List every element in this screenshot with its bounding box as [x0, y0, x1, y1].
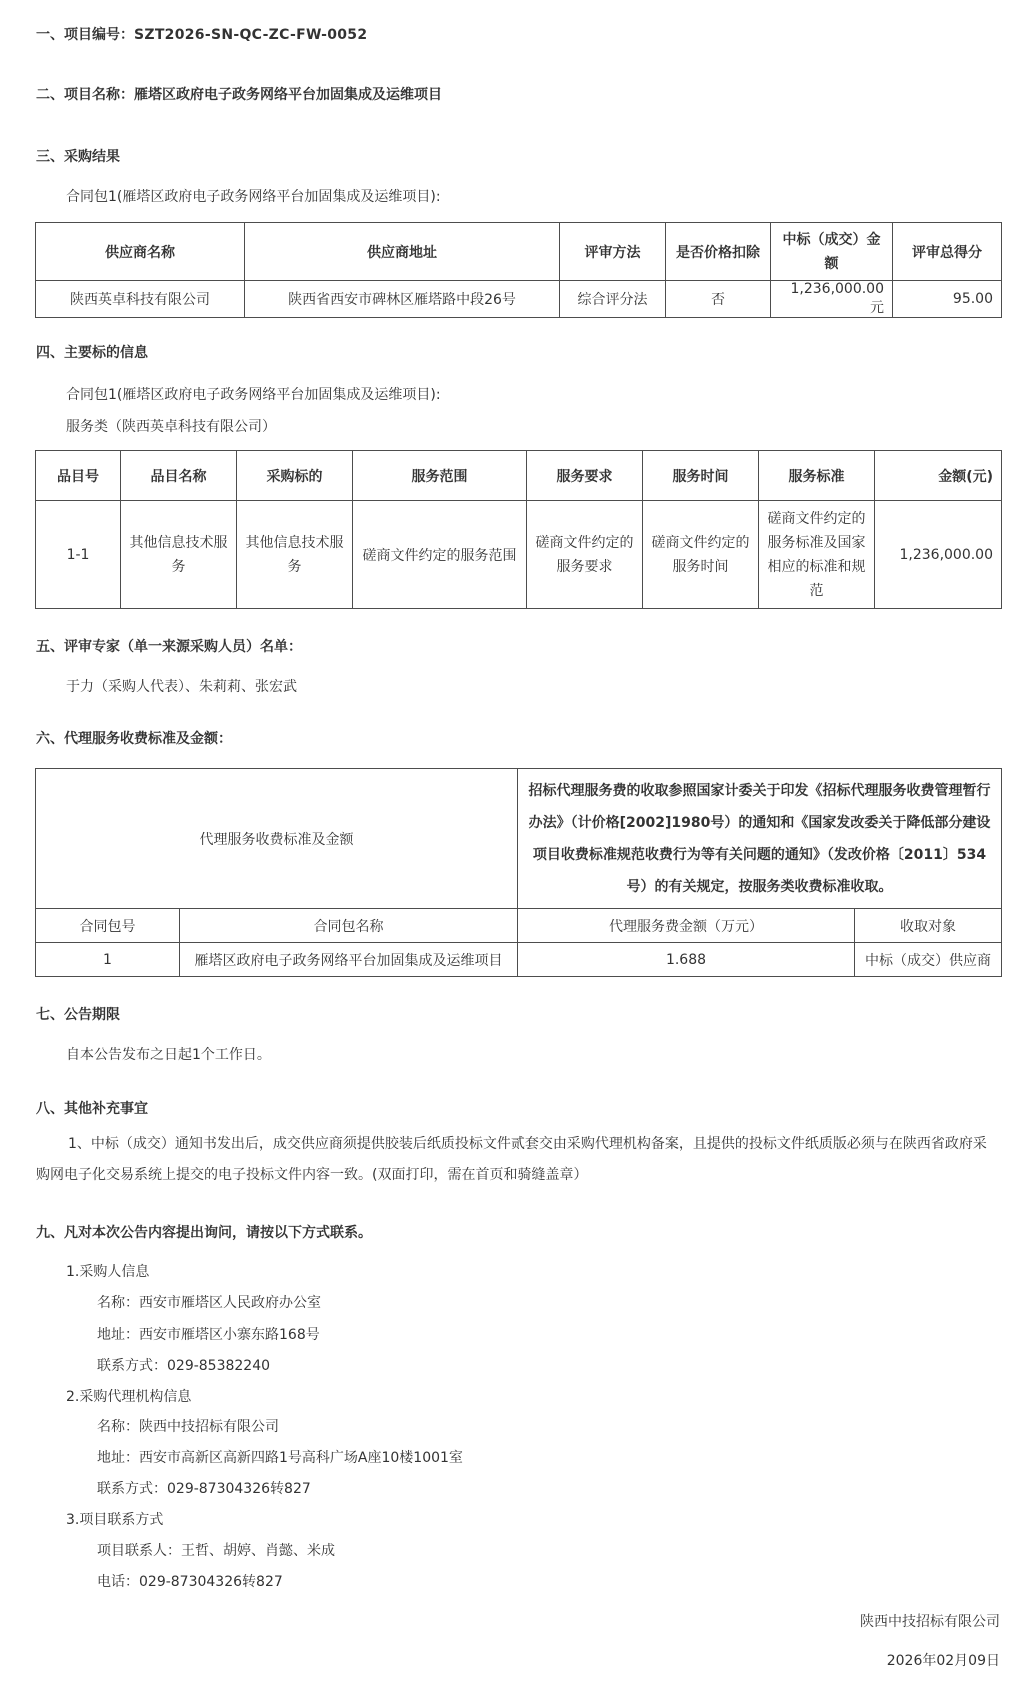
- result-table: [35, 222, 1002, 318]
- signature-org: 陕西中技招标有限公司: [860, 1614, 1000, 1630]
- fee-payer: 中标（成交）供应商: [855, 943, 1002, 977]
- notice-period-text: 自本公告发布之日起1个工作日。: [66, 1047, 271, 1063]
- table-header-row: [36, 909, 1002, 943]
- item-number: 1-1: [36, 501, 121, 609]
- col-header: 品目名称: [121, 451, 237, 501]
- purchaser-address: 地址：西安市雁塔区小寨东路168号: [97, 1327, 320, 1343]
- item-name: 其他信息技术服务: [121, 501, 237, 609]
- price-deduction: 否: [666, 281, 771, 318]
- service-type: 服务类（陕西英卓科技有限公司）: [66, 419, 276, 435]
- package-name: 雁塔区政府电子政务网络平台加固集成及运维项目: [180, 943, 518, 977]
- other-matters-text: 1、中标（成交）通知书发出后，成交供应商须提供胶装后纸质投标文件贰套交由采购代理机构备案，且提供的投标文件纸质版必须与在陕西省政府采购网电子化交易系统上提交的电子投标文件内容一致。(双面打印，需在首页和骑缝盖章）: [36, 1136, 987, 1183]
- col-header: 服务范围: [353, 451, 527, 501]
- col-header: 服务标准: [759, 451, 875, 501]
- project-code: SZT2026-SN-QC-ZC-FW-0052: [134, 27, 368, 43]
- table-header-row: [36, 223, 1002, 281]
- contact-phone: 电话：029-87304326转827: [97, 1574, 283, 1590]
- section-other-matters: 八、其他补充事宜: [36, 1101, 148, 1117]
- agency-fee-amount: 1.688: [518, 943, 855, 977]
- supplier-address: 陕西省西安市碑林区雁塔路中段26号: [245, 281, 560, 318]
- col-header: 评审方法: [560, 223, 666, 281]
- col-header: 合同包号: [36, 909, 180, 943]
- agency-address: 地址：西安市高新区高新四路1号高科广场A座10楼1001室: [97, 1450, 463, 1466]
- contract-package-label: 合同包1(雁塔区政府电子政务网络平台加固集成及运维项目):: [66, 189, 441, 205]
- fee-standard-row: [36, 769, 1002, 909]
- section-project-name: 二、项目名称：雁塔区政府电子政务网络平台加固集成及运维项目: [36, 87, 442, 103]
- supplier-name: 陕西英卓科技有限公司: [36, 281, 245, 318]
- purchaser-name: 名称：西安市雁塔区人民政府办公室: [97, 1295, 321, 1311]
- col-header: 代理服务费金额（万元）: [518, 909, 855, 943]
- contact-heading: 3.项目联系方式: [66, 1512, 164, 1528]
- col-header: 是否价格扣除: [666, 223, 771, 281]
- fee-table: [35, 768, 1002, 977]
- col-header: 中标（成交）金额: [771, 223, 893, 281]
- service-scope: 磋商文件约定的服务范围: [353, 501, 527, 609]
- col-header: 合同包名称: [180, 909, 518, 943]
- section-main-subject: 四、主要标的信息: [36, 345, 148, 361]
- col-header: 服务时间: [643, 451, 759, 501]
- review-method: 综合评分法: [560, 281, 666, 318]
- section-notice-period: 七、公告期限: [36, 1007, 120, 1023]
- purchaser-heading: 1.采购人信息: [66, 1264, 150, 1280]
- signature-date: 2026年02月09日: [886, 1653, 1000, 1669]
- fee-standard-text: 招标代理服务费的收取参照国家计委关于印发《招标代理服务收费管理暂行办法》（计价格[2002]1980号）的通知和《国家发改委关于降低部分建设项目收费标准规范收费行为等有关问题的通知》（发改价格〔2011〕534号）的有关规定，按服务类收费标准收取。: [518, 769, 1002, 909]
- section-procurement-result: 三、采购结果: [36, 149, 120, 165]
- expert-names: 于力（采购人代表）、朱莉莉、张宏武: [66, 679, 297, 695]
- procurement-subject: 其他信息技术服务: [237, 501, 353, 609]
- contract-package-label: 合同包1(雁塔区政府电子政务网络平台加固集成及运维项目):: [66, 387, 441, 403]
- table-header-row: [36, 451, 1002, 501]
- col-header: 金额(元): [875, 451, 1002, 501]
- package-number: 1: [36, 943, 180, 977]
- col-header: 品目号: [36, 451, 121, 501]
- section-title: 一、项目编号：: [36, 27, 134, 43]
- agency-phone: 联系方式：029-87304326转827: [97, 1481, 311, 1497]
- table-row: [36, 943, 1002, 977]
- service-time: 磋商文件约定的服务时间: [643, 501, 759, 609]
- section-contact: 九、凡对本次公告内容提出询问，请按以下方式联系。: [36, 1225, 372, 1241]
- fee-standard-label: 代理服务收费标准及金额: [36, 769, 518, 909]
- col-header: 收取对象: [855, 909, 1002, 943]
- agency-heading: 2.采购代理机构信息: [66, 1389, 192, 1405]
- col-header: 采购标的: [237, 451, 353, 501]
- section-agency-fee: 六、代理服务收费标准及金额：: [36, 731, 232, 747]
- agency-name: 名称：陕西中技招标有限公司: [97, 1419, 279, 1435]
- purchaser-phone: 联系方式：029-85382240: [97, 1358, 271, 1374]
- total-score: 95.00: [893, 281, 1002, 318]
- contact-person: 项目联系人：王哲、胡婷、肖懿、米成: [97, 1543, 335, 1559]
- service-standard: 磋商文件约定的服务标准及国家相应的标准和规范: [759, 501, 875, 609]
- table-row: [36, 281, 1002, 318]
- subject-table: [35, 450, 1002, 609]
- section-project-code: [36, 24, 367, 44]
- service-requirement: 磋商文件约定的服务要求: [527, 501, 643, 609]
- amount: 1,236,000.00: [875, 501, 1002, 609]
- col-header: 供应商地址: [245, 223, 560, 281]
- col-header: 供应商名称: [36, 223, 245, 281]
- col-header: 服务要求: [527, 451, 643, 501]
- col-header: 评审总得分: [893, 223, 1002, 281]
- section-experts: 五、评审专家（单一来源采购人员）名单：: [36, 639, 302, 655]
- table-row: [36, 501, 1002, 609]
- winning-amount: 1,236,000.00元: [771, 281, 893, 318]
